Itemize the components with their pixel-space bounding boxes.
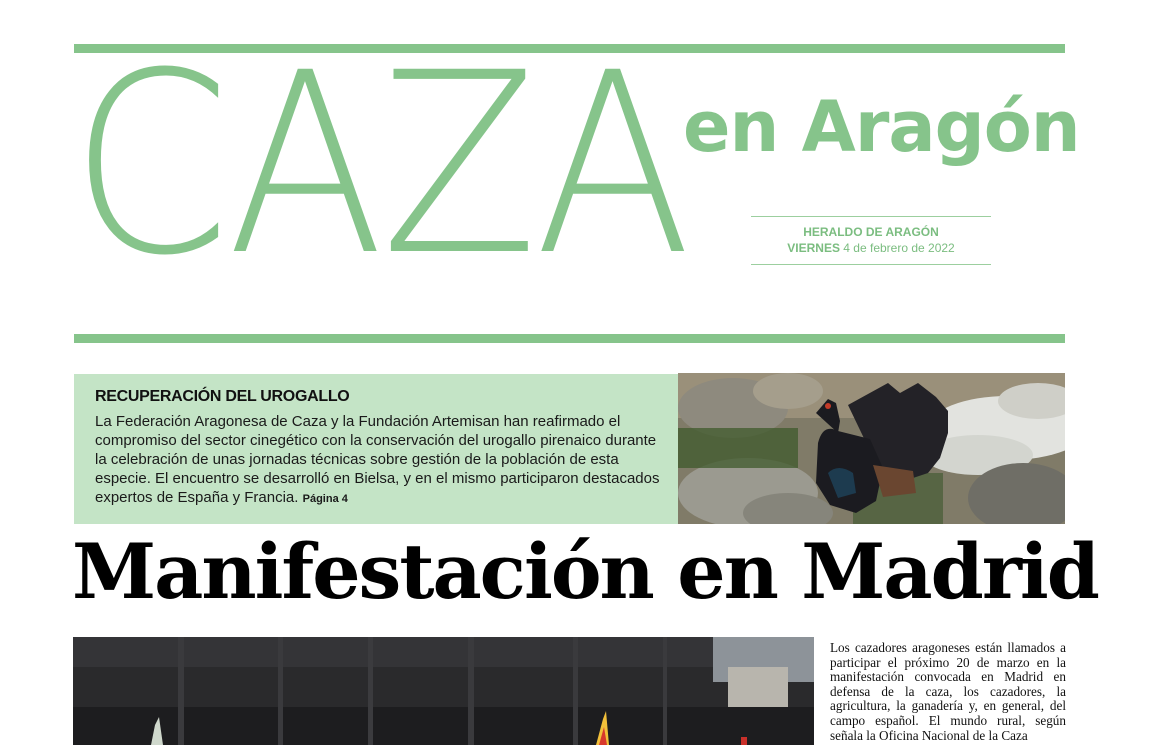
masthead-title: CAZA: [70, 19, 689, 310]
promo-text: [95, 412, 660, 509]
newspaper-name: HERALDO DE ARAGÓN: [803, 225, 939, 239]
capercaillie-photo: [678, 373, 1065, 524]
article-text: Los cazadores aragoneses están llamados a participar el próximo 20 de marzo en la manifestación convocada en Madrid en defensa de la caza, los cazadores, la agricultura, la ganadería y, en general, del campo español. El mundo rural, según señala la Oficina Nacional de la Caza: [830, 640, 1066, 743]
promo-heading: RECUPERACIÓN DEL UROGALLO: [95, 388, 350, 405]
promo-box: [74, 374, 678, 524]
main-headline: Manifestación en Madrid: [72, 527, 1098, 616]
issue-date: 4 de febrero de 2022: [843, 241, 955, 255]
masthead-bottom-rule: [74, 334, 1065, 343]
masthead-subtitle: en Aragón: [683, 86, 1080, 168]
weekday: VIERNES: [787, 241, 840, 255]
promo-page-link[interactable]: Página 4: [302, 493, 348, 505]
masthead-meta: [751, 216, 991, 265]
demonstration-photo: [73, 637, 814, 745]
promo-body: La Federación Aragonesa de Caza y la Fundación Artemisan han reafirmado el compromiso del sector cinegético con la conservación del urogallo pirenaico durante la celebración de unas jornadas técnicas sobre gestión de la población de esta especie. El encuentro se desarrolló en Bielsa, y en el mismo participaron destacados expertos de España y Francia.: [95, 413, 660, 506]
